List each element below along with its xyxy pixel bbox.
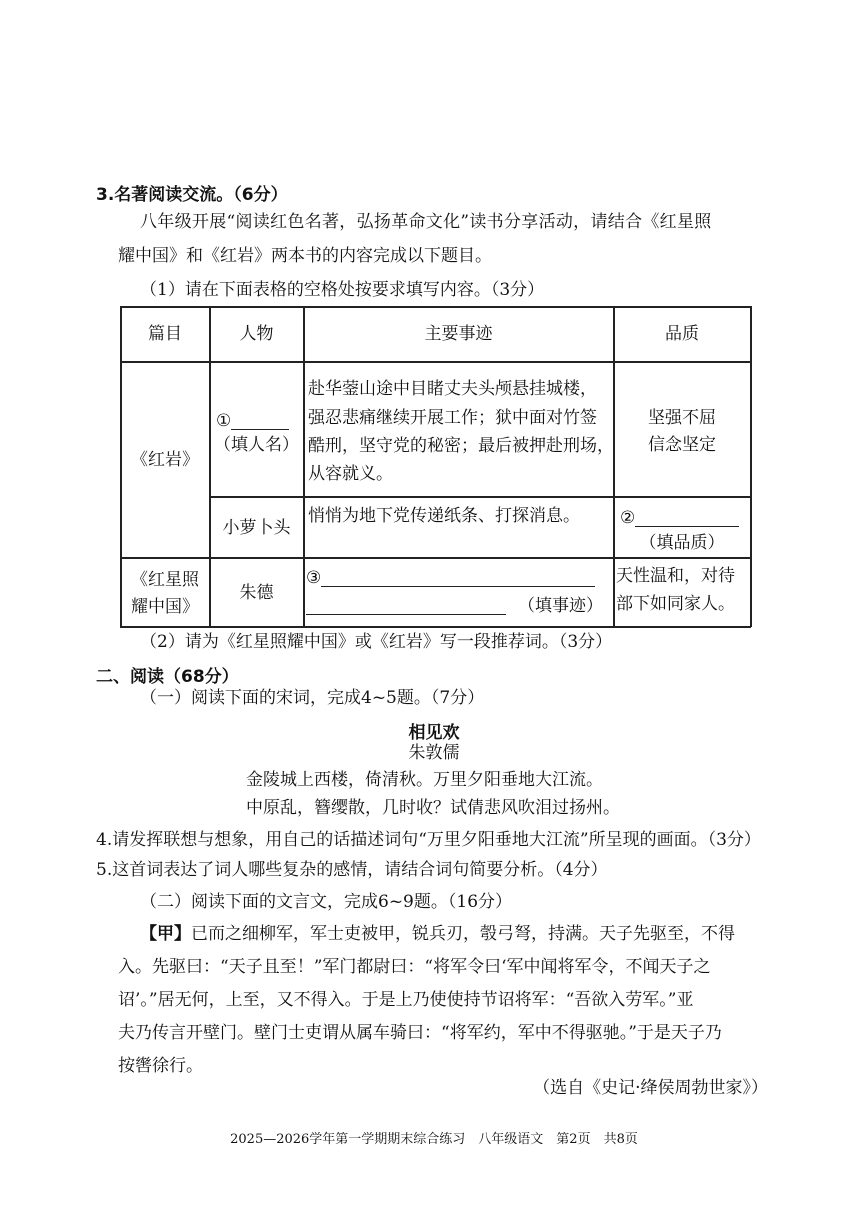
passage-source: （选自《史记·绛侯周勃世家》） <box>533 1078 768 1098</box>
question-5: 5.这首词表达了词人哪些复杂的感情，请结合词句简要分析。（4分） <box>96 860 608 880</box>
deeds-r1-line1: 赴华蓥山途中目睹丈夫头颅悬挂城楼， <box>308 379 597 399</box>
blank-2-line[interactable] <box>635 508 739 527</box>
blank-2[interactable] <box>620 508 739 527</box>
deeds-r1-line2: 强忍悲痛继续开展工作；狱中面对竹签 <box>308 408 597 428</box>
quality-r1-line1: 坚强不屈 <box>648 408 716 428</box>
question-3-sub2: （2）请为《红星照耀中国》或《红岩》写一段推荐词。（3分） <box>140 632 613 652</box>
blank-1[interactable] <box>216 411 289 430</box>
passage-line-4: 夫乃传言开壁门。壁门士吏谓从属车骑曰：“将军约，军中不得驱驰。”于是天子乃 <box>118 1023 722 1043</box>
deeds-r1-line3: 酷刑，坚守党的秘密；最后被押赴刑场， <box>308 436 614 456</box>
passage-line-1-text: 已而之细柳军，军士吏被甲，锐兵刃，彀弓弩，持满。天子先驱至，不得 <box>191 924 735 944</box>
blank-2-hint: （填品质） <box>639 533 725 553</box>
blank-3-line1[interactable] <box>321 568 595 587</box>
section-2-title: 二、阅读（68分） <box>96 667 239 687</box>
question-3-intro-line2: 耀中国》和《红岩》两本书的内容完成以下题目。 <box>118 246 492 266</box>
question-3-title: 3.名著阅读交流。（6分） <box>96 185 288 205</box>
quality-r3-line2: 部下如同家人。 <box>616 594 735 614</box>
passage-jia-label: 【甲】 <box>140 924 191 944</box>
table-book-redstar-line2: 耀中国》 <box>131 597 199 617</box>
blank-1-mark: ① <box>216 411 232 431</box>
blank-3-mark: ③ <box>306 568 322 588</box>
poem-title: 相见欢 <box>408 723 460 743</box>
question-3-intro-line1: 八年级开展“阅读红色名著，弘扬革命文化”读书分享活动，请结合《红星照 <box>140 212 712 232</box>
table-header-person: 人物 <box>239 324 274 344</box>
table-book-hongyan: 《红岩》 <box>131 450 199 470</box>
poem-line-1: 金陵城上西楼，倚清秋。万里夕阳垂地大江流。 <box>246 770 603 790</box>
blank-3[interactable] <box>306 568 595 587</box>
section-2-part1: （一）阅读下面的宋词，完成4~5题。（7分） <box>140 688 485 708</box>
blank-1-hint: （填人名） <box>214 435 299 455</box>
page-footer: 2025—2026学年第一学期期末综合练习 八年级语文 第2页 共8页 <box>230 1132 638 1147</box>
blank-1-line[interactable] <box>231 411 289 430</box>
quality-r3-line1: 天性温和，对待 <box>616 566 735 586</box>
passage-line-3: 诏’。”居无何，上至，又不得入。于是上乃使使持节诏将军：“吾欲入劳军。”亚 <box>118 990 694 1010</box>
passage-line-5: 按辔徐行。 <box>118 1056 203 1076</box>
poem-line-2: 中原乱，簪缨散，几时收？试倩悲风吹泪过扬州。 <box>246 798 620 818</box>
blank-3-line2[interactable] <box>306 596 506 615</box>
deeds-r1-line4: 从容就义。 <box>308 464 393 484</box>
table-header-deeds: 主要事迹 <box>424 324 493 344</box>
question-3-sub1: （1）请在下面表格的空格处按要求填写内容。（3分） <box>140 280 545 300</box>
question-4: 4.请发挥联想与想象，用自己的话描述词句“万里夕阳垂地大江流”所呈现的画面。（3分） <box>96 830 761 850</box>
deeds-r2: 悄悄为地下党传递纸条、打探消息。 <box>308 506 580 526</box>
blank-2-mark: ② <box>620 508 636 528</box>
table-book-redstar-line1: 《红星照 <box>131 570 199 590</box>
person-xiaoluobotou: 小萝卜头 <box>222 518 291 538</box>
person-zhude: 朱德 <box>239 583 274 603</box>
blank-3-hint: （填事迹） <box>518 596 603 616</box>
table-header-quality: 品质 <box>665 324 699 344</box>
blank-3-cont[interactable] <box>306 596 603 615</box>
poem-author: 朱敦儒 <box>408 743 460 763</box>
passage-line-1 <box>140 926 735 943</box>
table-header-title: 篇目 <box>148 324 182 344</box>
section-2-part2: （二）阅读下面的文言文，完成6~9题。（16分） <box>140 892 513 912</box>
quality-r1-line2: 信念坚定 <box>648 435 716 455</box>
passage-line-2: 入。先驱曰：“天子且至！”军门都尉曰：“将军令曰‘军中闻将军令，不闻天子之 <box>118 957 711 977</box>
